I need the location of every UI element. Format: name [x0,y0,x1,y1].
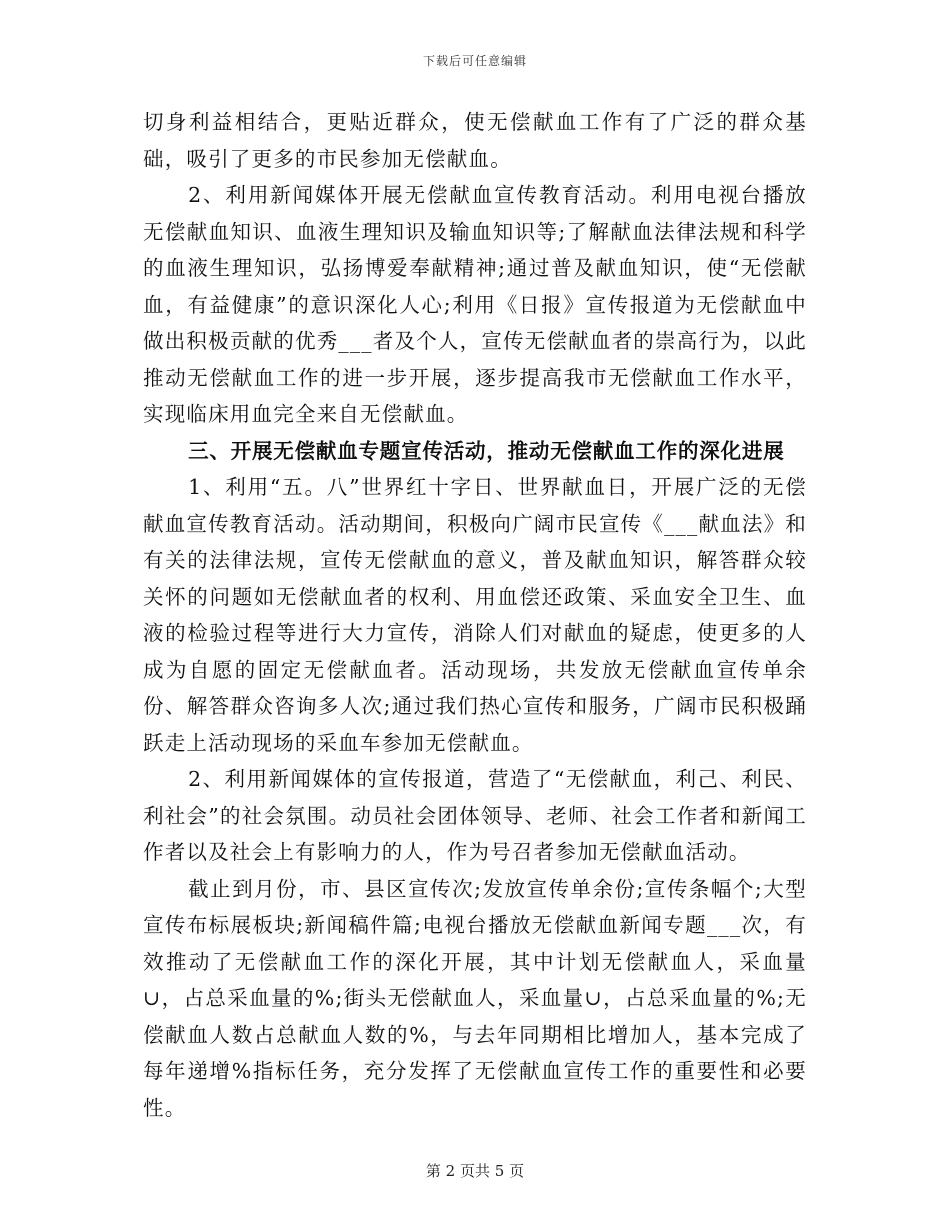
document-body [143,104,807,1126]
page-footer: 第 2 页共 5 页 [425,1162,525,1180]
paragraph-news-media: 2、利用新闻媒体开展无偿献血宣传教育活动。利用电视台播放无偿献血知识、血液生理知识及输血知识等;了解献血法律法规和科学的血液生理知识，弘扬博爱奉献精神;通过普及献血知识，使“无偿献血，有益健康”的意识深化人心;利用《日报》宣传报道为无偿献血中做出积极贡献的优秀___者及个人，宣传无偿献血者的崇高行为，以此推动无偿献血工作的进一步开展，逐步提高我市无偿献血工作水平，实现临床用血完全来自无偿献血。 [143,183,807,426]
paragraph-social-atmosphere: 2、利用新闻媒体的宣传报道，营造了“无偿献血，利己、利民、利社会”的社会氛围。动员社会团体领导、老师、社会工作者和新闻工作者以及社会上有影响力的人，作为号召者参加无偿献血活动。 [143,767,807,864]
paragraph-statistics: 截止到月份，市、县区宣传次;发放宣传单余份;宣传条幅个;大型宣传布标展板块;新闻稿件篇;电视台播放无偿献血新闻专题___次，有效推动了无偿献血工作的深化开展，其中计划无偿献血人，采血量∪，占总采血量的%;街头无偿献血人，采血量∪，占总采血量的%;无偿献血人数占总献血人数的%，与去年同期相比增加人，基本完成了每年递增%指标任务，充分发挥了无偿献血宣传工作的重要性和必要性。 [143,876,807,1120]
paragraph-continuation: 切身利益相结合，更贴近群众，使无偿献血工作有了广泛的群众基础，吸引了更多的市民参加无偿献血。 [143,110,807,171]
section-heading: 三、开展无偿献血专题宣传活动，推动无偿献血工作的深化进展 [188,438,785,463]
page-header: 下载后可任意编辑 [422,54,527,68]
paragraph-world-red-cross-day: 1、利用“五。八”世界红十字日、世界献血日，开展广泛的无偿献血宣传教育活动。活动期间，积极向广阔市民宣传《___献血法》和有关的法律法规，宣传无偿献血的意义，普及献血知识，解答群众较关怀的问题如无偿献血者的权利、用血偿还政策、采血安全卫生、血液的检验过程等进行大力宣传，消除人们对献血的疑虑，使更多的人成为自愿的固定无偿献血者。活动现场，共发放无偿献血宣传单余份、解答群众咨询多人次;通过我们热心宣传和服务，广阔市民积极踊跃走上活动现场的采血车参加无偿献血。 [143,475,807,755]
